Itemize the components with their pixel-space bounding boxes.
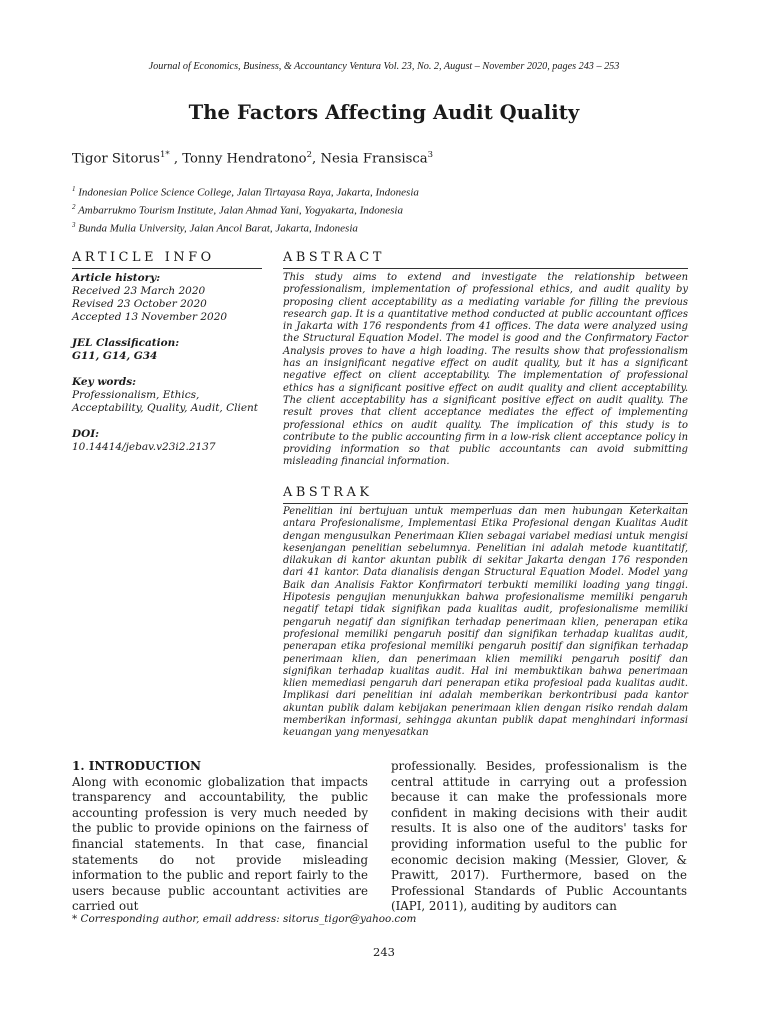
- abstract-rule: [283, 268, 688, 269]
- jel-codes: G11, G14, G34: [72, 350, 158, 362]
- paper-title: The Factors Affecting Audit Quality: [188, 101, 580, 124]
- page-number: 243: [373, 945, 395, 959]
- author-affiliation-mark: 3: [427, 150, 434, 160]
- keywords-text: Professionalism, Ethics, Acceptability, Quality, Audit, Client: [72, 389, 259, 414]
- article-info-panel: [72, 272, 262, 467]
- introduction-text: Along with economic globalization that impacts transparency and accountability, the public accounting profession is very much needed by the public to provide opinions on the fairness of financial statements. In that case, financial statements do not provide misleading information to the public and report fairly to the users because public accountant activities are carried out: [72, 774, 368, 914]
- abstrak-body: Penelitian ini bertujuan untuk memperluas dan men hubungan Keterkaitan antara Profesionalisme, Implementasi Etika Profesional dengan Kualitas Audit dengan mengusulkan Penerimaan Klien sebagai variabel mediasi untuk mengisi kesenjangan penelitian sebelumnya. Penelitian ini adalah metode kuantitatif, dilakukan di kantor akuntan publik di sekitar Jakarta dengan 176 responden dari 41 kantor. Data dianalisis dengan Structural Equation Model. Model yang Baik dan Analisis Faktor Konfirmatori terbukti memiliki loading yang tinggi. Hipotesis pengujian menunjukkan bahwa profesionalisme memiliki pengaruh negatif tetapi tidak signifikan pada kualitas audit, profesionalisme memiliki pengaruh negatif dan signifikan terhadap penerimaan klien, penerapan etika profesional memiliki pengaruh positif dan signifikan terhadap kualitas audit, penerapan etika profesional memiliki pengaruh positif dan signifikan terhadap penerimaan klien, dan penerimaan klien memiliki pengaruh positif dan signifikan terhadap kualitas audit. Hal ini membuktikan bahwa penerimaan klien memediasi pengaruh dari penerapan etika profesioal pada kualitas audit. Implikasi dari penelitian ini adalah memberikan berkontribusi pada kantor akuntan publik dalam kebijakan penerimaan klien dengan risiko rendah dalam memberikan informasi, sehingga akuntan publik dapat menghindari informasi keuangan yang menyesatkan: [283, 506, 688, 739]
- received-date: Received 23 March 2020: [72, 285, 206, 297]
- affiliation-line: [72, 182, 419, 200]
- affiliation-line: [72, 218, 419, 236]
- author-name: Tigor Sitorus: [72, 151, 160, 167]
- affiliation-number: 3: [72, 221, 76, 230]
- article-history-heading: Article history:: [72, 272, 161, 284]
- corresponding-author-footnote: * Corresponding author, email address: sitorus_tigor@yahoo.com: [72, 913, 417, 925]
- article-info-heading: ARTICLE INFO: [72, 250, 215, 265]
- accepted-date: Accepted 13 November 2020: [72, 311, 228, 323]
- abstract-body: This study aims to extend and investigate the relationship between professionalism, implementation of professional ethics, and audit quality by proposing client acceptability as a mediating variable for filling the previous research gap. It is a quantitative method conducted at public accountant offices in Jakarta with 176 respondents from 41 offices. The data were analyzed using the Structural Equation Model. The model is good and the Confirmatory Factor Analysis proves to have a high loading. The results show that professionalism has an insignificant negative effect on audit quality, but it has a significant negative effect on client acceptability. The implementation of professional ethics has a significant positive effect on audit quality and client acceptability. The client acceptability has a significant positive effect on audit quality. The result proves that client acceptance mediates the effect of implementing professional ethics on audit quality. The implication of this study is to contribute to the public accounting firm in a low-risk client acceptance policy in providing information so that public accountants can avoid submitting misleading financial information.: [283, 272, 688, 468]
- affiliation-number: 1: [72, 185, 76, 193]
- article-info-rule: [72, 268, 262, 269]
- abstract-heading: ABSTRACT: [283, 250, 385, 265]
- affiliation-text: Ambarrukmo Tourism Institute, Jalan Ahmad Yani, Yogyakarta, Indonesia: [78, 204, 403, 217]
- author-name: Nesia Fransisca: [320, 151, 428, 167]
- keywords: [72, 376, 262, 415]
- article-history: [72, 272, 262, 324]
- doi-block: [72, 428, 262, 454]
- abstrak-heading: ABSTRAK: [283, 485, 373, 500]
- keywords-heading: Key words:: [72, 376, 137, 388]
- author-affiliation-mark: 1*: [159, 150, 170, 160]
- doi-heading: DOI:: [72, 428, 100, 440]
- author-affiliation-mark: 2: [306, 150, 313, 160]
- jel-classification: [72, 337, 262, 363]
- introduction-column-left: [72, 759, 368, 915]
- affiliation-line: [72, 200, 419, 218]
- affiliation-list: [72, 182, 419, 236]
- author-list: Tigor Sitorus$^{1*}$ , Tonny Hendratono$^2$, Nesia Fransisca$^3$: [72, 150, 434, 167]
- affiliation-number: 2: [72, 203, 76, 212]
- jel-heading: JEL Classification:: [72, 337, 180, 349]
- abstrak-rule: [283, 503, 688, 504]
- introduction-text-continued: professionally. Besides, professionalism is the central attitude in carrying out a profession because it can make the professionals more confident in making decisions with their audit results. It is also one of the auditors' tasks for providing information useful to the public for economic decision making (Messier, Glover, & Prawitt, 2017). Furthermore, based on the Professional Standards of Public Accountants (IAPI, 2011), auditing by auditors can: [391, 759, 687, 914]
- doi-link[interactable]: 10.14414/jebav.v23i2.2137: [72, 441, 216, 453]
- revised-date: Revised 23 October 2020: [72, 298, 207, 310]
- introduction-column-right: [391, 759, 687, 915]
- journal-header: Journal of Economics, Business, & Accountancy Ventura Vol. 23, No. 2, August – November 2020, pages 243 – 253: [148, 61, 620, 72]
- author-name: Tonny Hendratono: [182, 151, 307, 167]
- affiliation-text: Bunda Mulia University, Jalan Ancol Barat, Jakarta, Indonesia: [78, 222, 358, 235]
- introduction-heading: 1. INTRODUCTION: [72, 759, 202, 773]
- affiliation-text: Indonesian Police Science College, Jalan Tirtayasa Raya, Jakarta, Indonesia: [78, 186, 419, 199]
